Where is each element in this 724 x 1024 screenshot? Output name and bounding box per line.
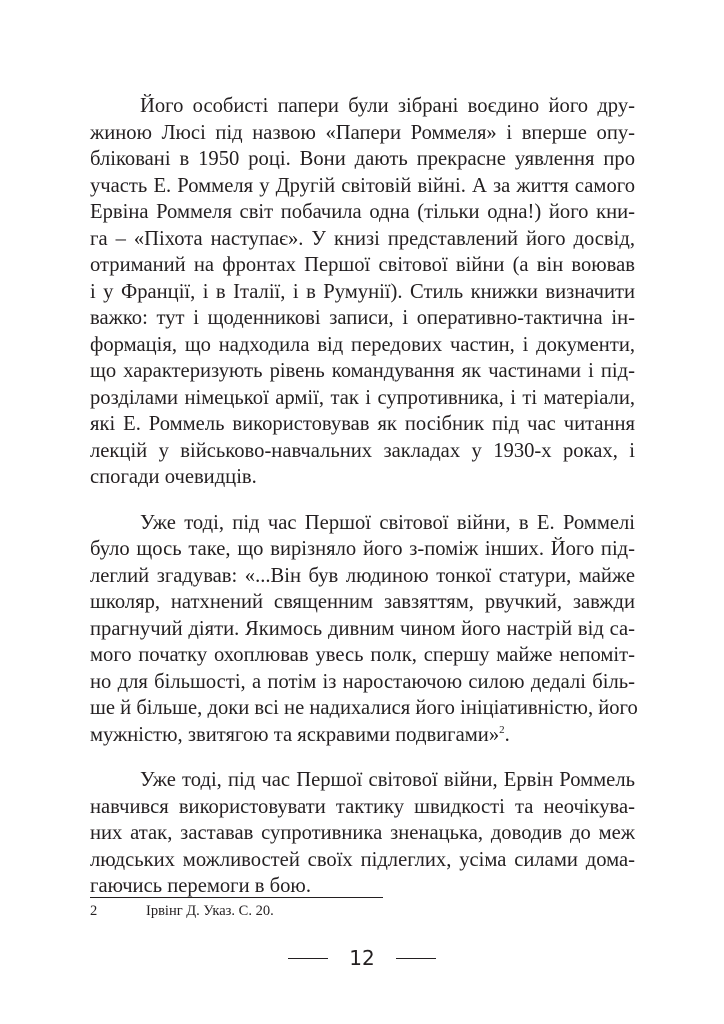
text-line: ше й більше, доки всі не надихалися його ініціативністю, його xyxy=(90,697,638,719)
text-line: них атак, заставав супротивника зненацька, доводив до меж xyxy=(90,822,635,844)
text-line xyxy=(90,722,635,749)
page-footer xyxy=(0,944,724,974)
page-number: 12 xyxy=(349,946,375,970)
text-line: Ервіна Роммеля світ побачила одна (тільки одна!) його кни- xyxy=(90,201,635,223)
text-line: формація, що надходила від передових частин, і документи, xyxy=(90,333,635,356)
line-trailing-punctuation: . xyxy=(504,723,510,746)
footnote-number: 2 xyxy=(90,903,98,919)
footnote xyxy=(90,901,635,921)
text-line: прагнучий діяти. Якимось дивним чином його настрій від са- xyxy=(90,617,635,640)
footer-rule-left xyxy=(288,958,328,959)
paragraph-spacing xyxy=(90,748,635,767)
text-line: лекцій у військово-навчальних закладах у 1930-х роках, і xyxy=(90,439,635,462)
text-line: Уже тоді, під час Першої світової війни, Ервін Роммель xyxy=(140,769,635,791)
text-line: жиною Люсі під назвою «Папери Роммеля» і вперше опу- xyxy=(90,121,635,144)
text-line: що характеризують рівень командування як частинами і під- xyxy=(90,360,635,382)
footnote-text: Ірвінг Д. Указ. С. 20. xyxy=(146,903,274,919)
paragraph xyxy=(90,767,635,900)
text-line: і у Франції, і в Італії, і в Румунії). Стиль книжки визначити xyxy=(90,280,635,303)
paragraph xyxy=(90,93,635,491)
text-line: бліковані в 1950 році. Вони дають прекрасне уявлення про xyxy=(90,148,635,170)
text-line: які Е. Роммель використовував як посібник під час читання xyxy=(90,413,635,435)
text-line: було щось таке, що вирізняло його з-поміж інших. Його під- xyxy=(90,538,635,560)
text-line-content: мужністю, звитягою та яскравими подвигами» xyxy=(90,723,500,746)
text-line: участь Е. Роммеля у Другій світовій війні. А за життя самого xyxy=(90,174,635,197)
main-text xyxy=(90,93,638,900)
text-line: школяр, натхнений священним завзяттям, рвучкий, завжди xyxy=(90,591,635,613)
text-line: га – «Піхота наступає». У книзі представлений його досвід, xyxy=(90,227,635,250)
text-line: гаючись перемоги в бою. xyxy=(90,875,311,897)
text-line: спогади очевидців. xyxy=(90,466,257,488)
footer-rule-right xyxy=(396,958,436,959)
text-line: навчився використовувати тактику швидкості та неочікува- xyxy=(90,795,635,818)
text-line: леглий згадував: «...Він був людиною тонкої статури, майже xyxy=(90,564,635,587)
text-line: мого початку охоплював увесь полк, спершу майже непоміт- xyxy=(90,644,635,666)
text-line: Уже тоді, під час Першої світової війни, в Е. Роммелі xyxy=(140,511,635,534)
paragraph xyxy=(90,510,638,749)
footnote-marker[interactable]: 2 xyxy=(499,723,505,736)
text-line: Його особисті папери були зібрані воєдино його дру- xyxy=(140,95,635,117)
text-line: но для більшості, а потім із наростаючою силою дедалі біль- xyxy=(90,670,635,693)
paragraph-spacing xyxy=(90,491,635,510)
text-line: розділами німецької армії, так і супротивника, і ті матеріали, xyxy=(90,386,635,409)
text-line: важко: тут і щоденникові записи, і оперативно-тактична ін- xyxy=(90,307,635,329)
text-line: людських можливостей своїх підлеглих, усіма силами дома- xyxy=(90,848,635,871)
text-line: отриманий на фронтах Першої світової війни (а він воював xyxy=(90,254,635,276)
footnote-separator xyxy=(90,897,383,898)
